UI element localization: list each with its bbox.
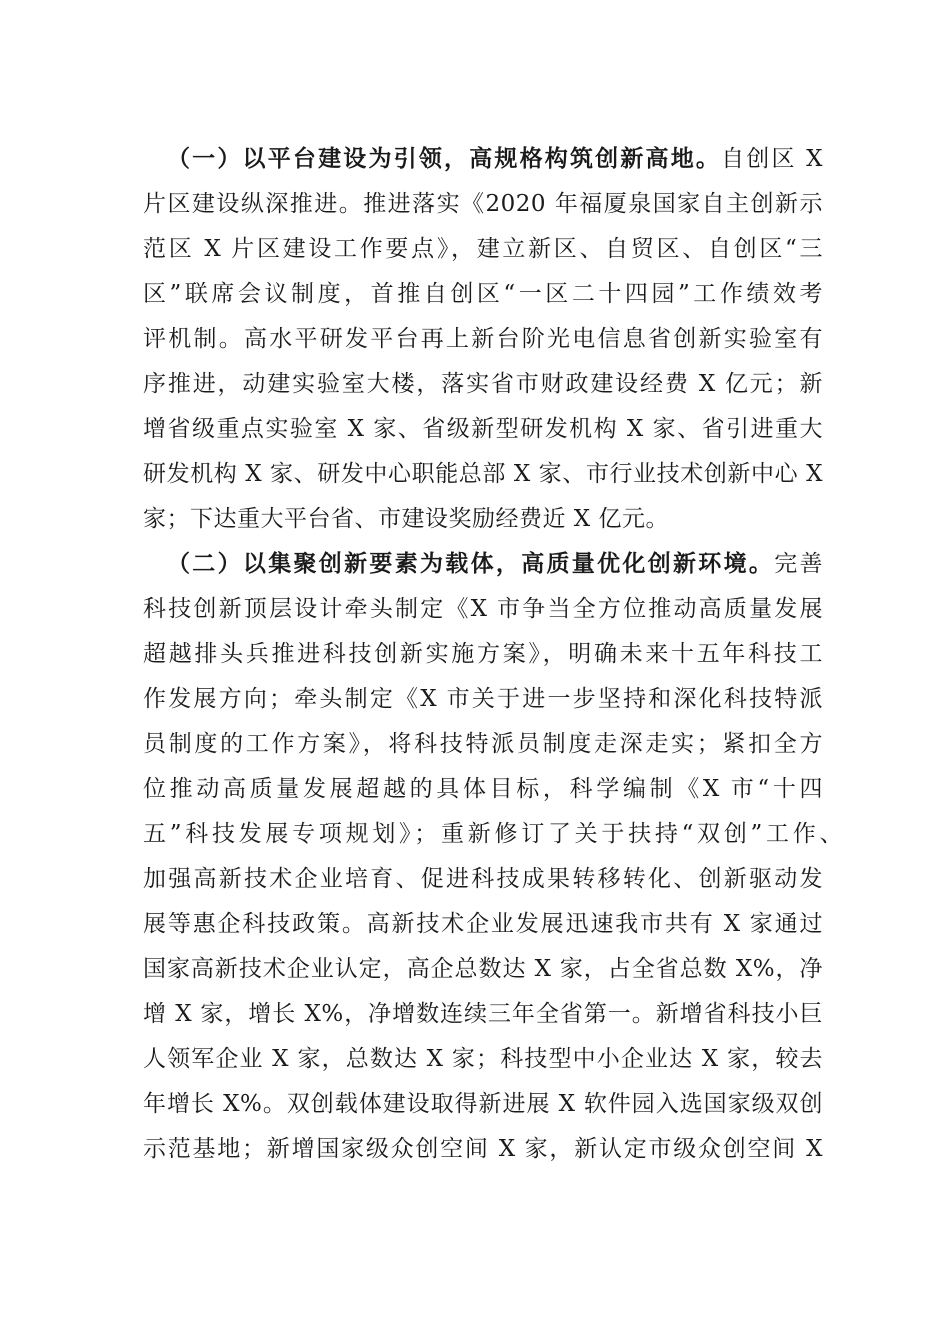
paragraph-2-line-1 (167, 545, 823, 583)
paragraph-1-line-9: 家；下达重大平台省、市建设奖励经费近 X 亿元。 (143, 506, 669, 532)
paragraph-2-heading: （二）以集聚创新要素为载体，高质量优化创新环境。 (167, 550, 775, 577)
paragraph-1-line-6: 序推进，动建实验室大楼，落实省市财政建设经费 X 亿元；新 (143, 371, 823, 397)
paragraph-2-line-5: 员制度的工作方案》，将科技特派员制度走深走实；紧扣全方 (143, 731, 823, 757)
paragraph-1-line-4: 区”联席会议制度，首推自创区“一区二十四园”工作绩效考 (143, 281, 823, 307)
paragraph-2-line-9: 展等惠企科技政策。高新技术企业发展迅速我市共有 X 家通过 (143, 911, 823, 937)
paragraph-1-line-1 (167, 140, 823, 178)
paragraph-2-line-3: 超越排头兵推进科技创新实施方案》，明确未来十五年科技工 (143, 641, 823, 667)
paragraph-1-line-3: 范区 X 片区建设工作要点》，建立新区、自贸区、自创区“三 (143, 236, 823, 262)
paragraph-2-line-2: 科技创新顶层设计牵头制定《X 市争当全方位推动高质量发展 (143, 596, 823, 622)
paragraph-2-line-10: 国家高新技术企业认定，高企总数达 X 家，占全省总数 X%，净 (143, 956, 823, 982)
paragraph-2-line-12: 人领军企业 X 家，总数达 X 家；科技型中小企业达 X 家，较去 (143, 1046, 823, 1072)
paragraph-2-line-7: 五”科技发展专项规划》；重新修订了关于扶持“双创”工作、 (143, 821, 843, 847)
paragraph-1-line-8: 研发机构 X 家、研发中心职能总部 X 家、市行业技术创新中心 X (143, 461, 823, 487)
paragraph-2-line-11: 增 X 家，增长 X%，净增数连续三年全省第一。新增省科技小巨 (143, 1001, 823, 1027)
paragraph-1-heading: （一）以平台建设为引领，高规格构筑创新高地。 (167, 145, 722, 172)
paragraph-1-first-rest: 自创区 X (721, 146, 824, 172)
paragraph-2-line-14: 示范基地；新增国家级众创空间 X 家，新认定市级众创空间 X (143, 1136, 823, 1162)
paragraph-1-line-2: 片区建设纵深推进。推进落实《2020 年福厦泉国家自主创新示 (143, 191, 823, 217)
paragraph-2-first-rest: 完善 (774, 551, 824, 577)
paragraph-1-line-5: 评机制。高水平研发平台再上新台阶光电信息省创新实验室有 (143, 326, 823, 352)
paragraph-2-line-8: 加强高新技术企业培育、促进科技成果转移转化、创新驱动发 (143, 866, 823, 892)
paragraph-2-line-4: 作发展方向；牵头制定《X 市关于进一步坚持和深化科技特派 (143, 686, 823, 712)
paragraph-2-line-6: 位推动高质量发展超越的具体目标，科学编制《X 市“十四 (143, 776, 823, 802)
paragraph-1-line-7: 增省级重点实验室 X 家、省级新型研发机构 X 家、省引进重大 (143, 416, 823, 442)
paragraph-2-line-13: 年增长 X%。双创载体建设取得新进展 X 软件园入选国家级双创 (143, 1091, 823, 1117)
